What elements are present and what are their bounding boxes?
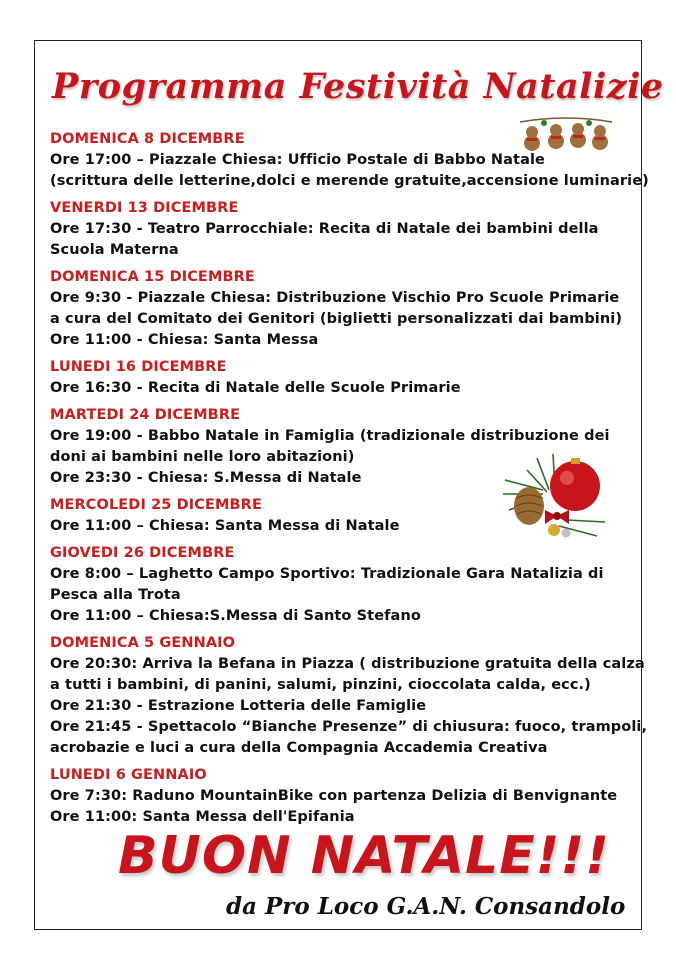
event-day-9 (50, 765, 640, 828)
event-line: Scuola Materna (50, 242, 179, 258)
event-line: doni ai bambini nelle loro abitazioni) (50, 449, 355, 465)
day-heading: LUNEDI 16 DICEMBRE (50, 359, 227, 375)
event-line: Ore 19:00 - Babbo Natale in Famiglia (tradizionale distribuzione dei (50, 428, 610, 444)
christmas-bauble-pinecone-icon (497, 450, 609, 540)
event-line: Ore 20:30: Arriva la Befana in Piazza ( distribuzione gratuita della calza (50, 656, 645, 672)
event-day-1 (50, 129, 649, 192)
event-line: Pesca alla Trota (50, 587, 181, 603)
day-heading: DOMENICA 8 DICEMBRE (50, 131, 245, 147)
event-line: Ore 11:00 - Chiesa: Santa Messa (50, 332, 319, 348)
event-line: a tutti i bambini, di panini, salumi, pinzini, cioccolata calda, ecc.) (50, 677, 591, 693)
signature-text: da Pro Loco G.A.N. Consandolo (226, 893, 626, 920)
event-line: a cura del Comitato dei Genitori (biglietti personalizzati dai bambini) (50, 311, 623, 327)
event-line: Ore 17:30 - Teatro Parrocchiale: Recita di Natale dei bambini della (50, 221, 599, 237)
event-line: Ore 11:00: Santa Messa dell'Epifania (50, 809, 355, 825)
day-heading: MARTEDI 24 DICEMBRE (50, 407, 241, 423)
day-heading: DOMENICA 5 GENNAIO (50, 635, 236, 651)
poster-title: Programma Festività Natalizie (52, 66, 664, 107)
event-day-7 (50, 543, 640, 627)
event-line: Ore 11:00 – Chiesa: Santa Messa di Natale (50, 518, 400, 534)
event-line: Ore 7:30: Raduno MountainBike con partenza Delizia di Benvignante (50, 788, 618, 804)
event-day-8 (50, 633, 648, 759)
event-line: Ore 21:45 - Spettacolo “Bianche Presenze” di chiusura: fuoco, trampoli, (50, 719, 648, 735)
event-line: Ore 21:30 - Estrazione Lotteria delle Famiglie (50, 698, 427, 714)
day-heading: LUNEDI 6 GENNAIO (50, 767, 207, 783)
day-heading: MERCOLEDI 25 DICEMBRE (50, 497, 262, 513)
greeting-text: BUON NATALE!!! (118, 826, 610, 886)
event-line: Ore 9:30 - Piazzale Chiesa: Distribuzione Vischio Pro Scuole Primarie (50, 290, 620, 306)
event-line: acrobazie e luci a cura della Compagnia Accademia Creativa (50, 740, 548, 756)
event-line: (scrittura delle letterine,dolci e merende gratuite,accensione luminarie) (50, 173, 649, 189)
event-line: Ore 23:30 - Chiesa: S.Messa di Natale (50, 470, 362, 486)
day-heading: GIOVEDI 26 DICEMBRE (50, 545, 235, 561)
event-line: Ore 16:30 - Recita di Natale delle Scuole Primarie (50, 380, 461, 396)
event-line: Ore 17:00 – Piazzale Chiesa: Ufficio Postale di Babbo Natale (50, 152, 545, 168)
event-day-2 (50, 198, 640, 261)
event-day-3 (50, 267, 640, 351)
day-heading: VENERDI 13 DICEMBRE (50, 200, 239, 216)
event-line: Ore 8:00 – Laghetto Campo Sportivo: Tradizionale Gara Natalizia di (50, 566, 604, 582)
day-heading: DOMENICA 15 DICEMBRE (50, 269, 255, 285)
event-day-4 (50, 357, 640, 399)
event-line: Ore 11:00 – Chiesa:S.Messa di Santo Stefano (50, 608, 421, 624)
